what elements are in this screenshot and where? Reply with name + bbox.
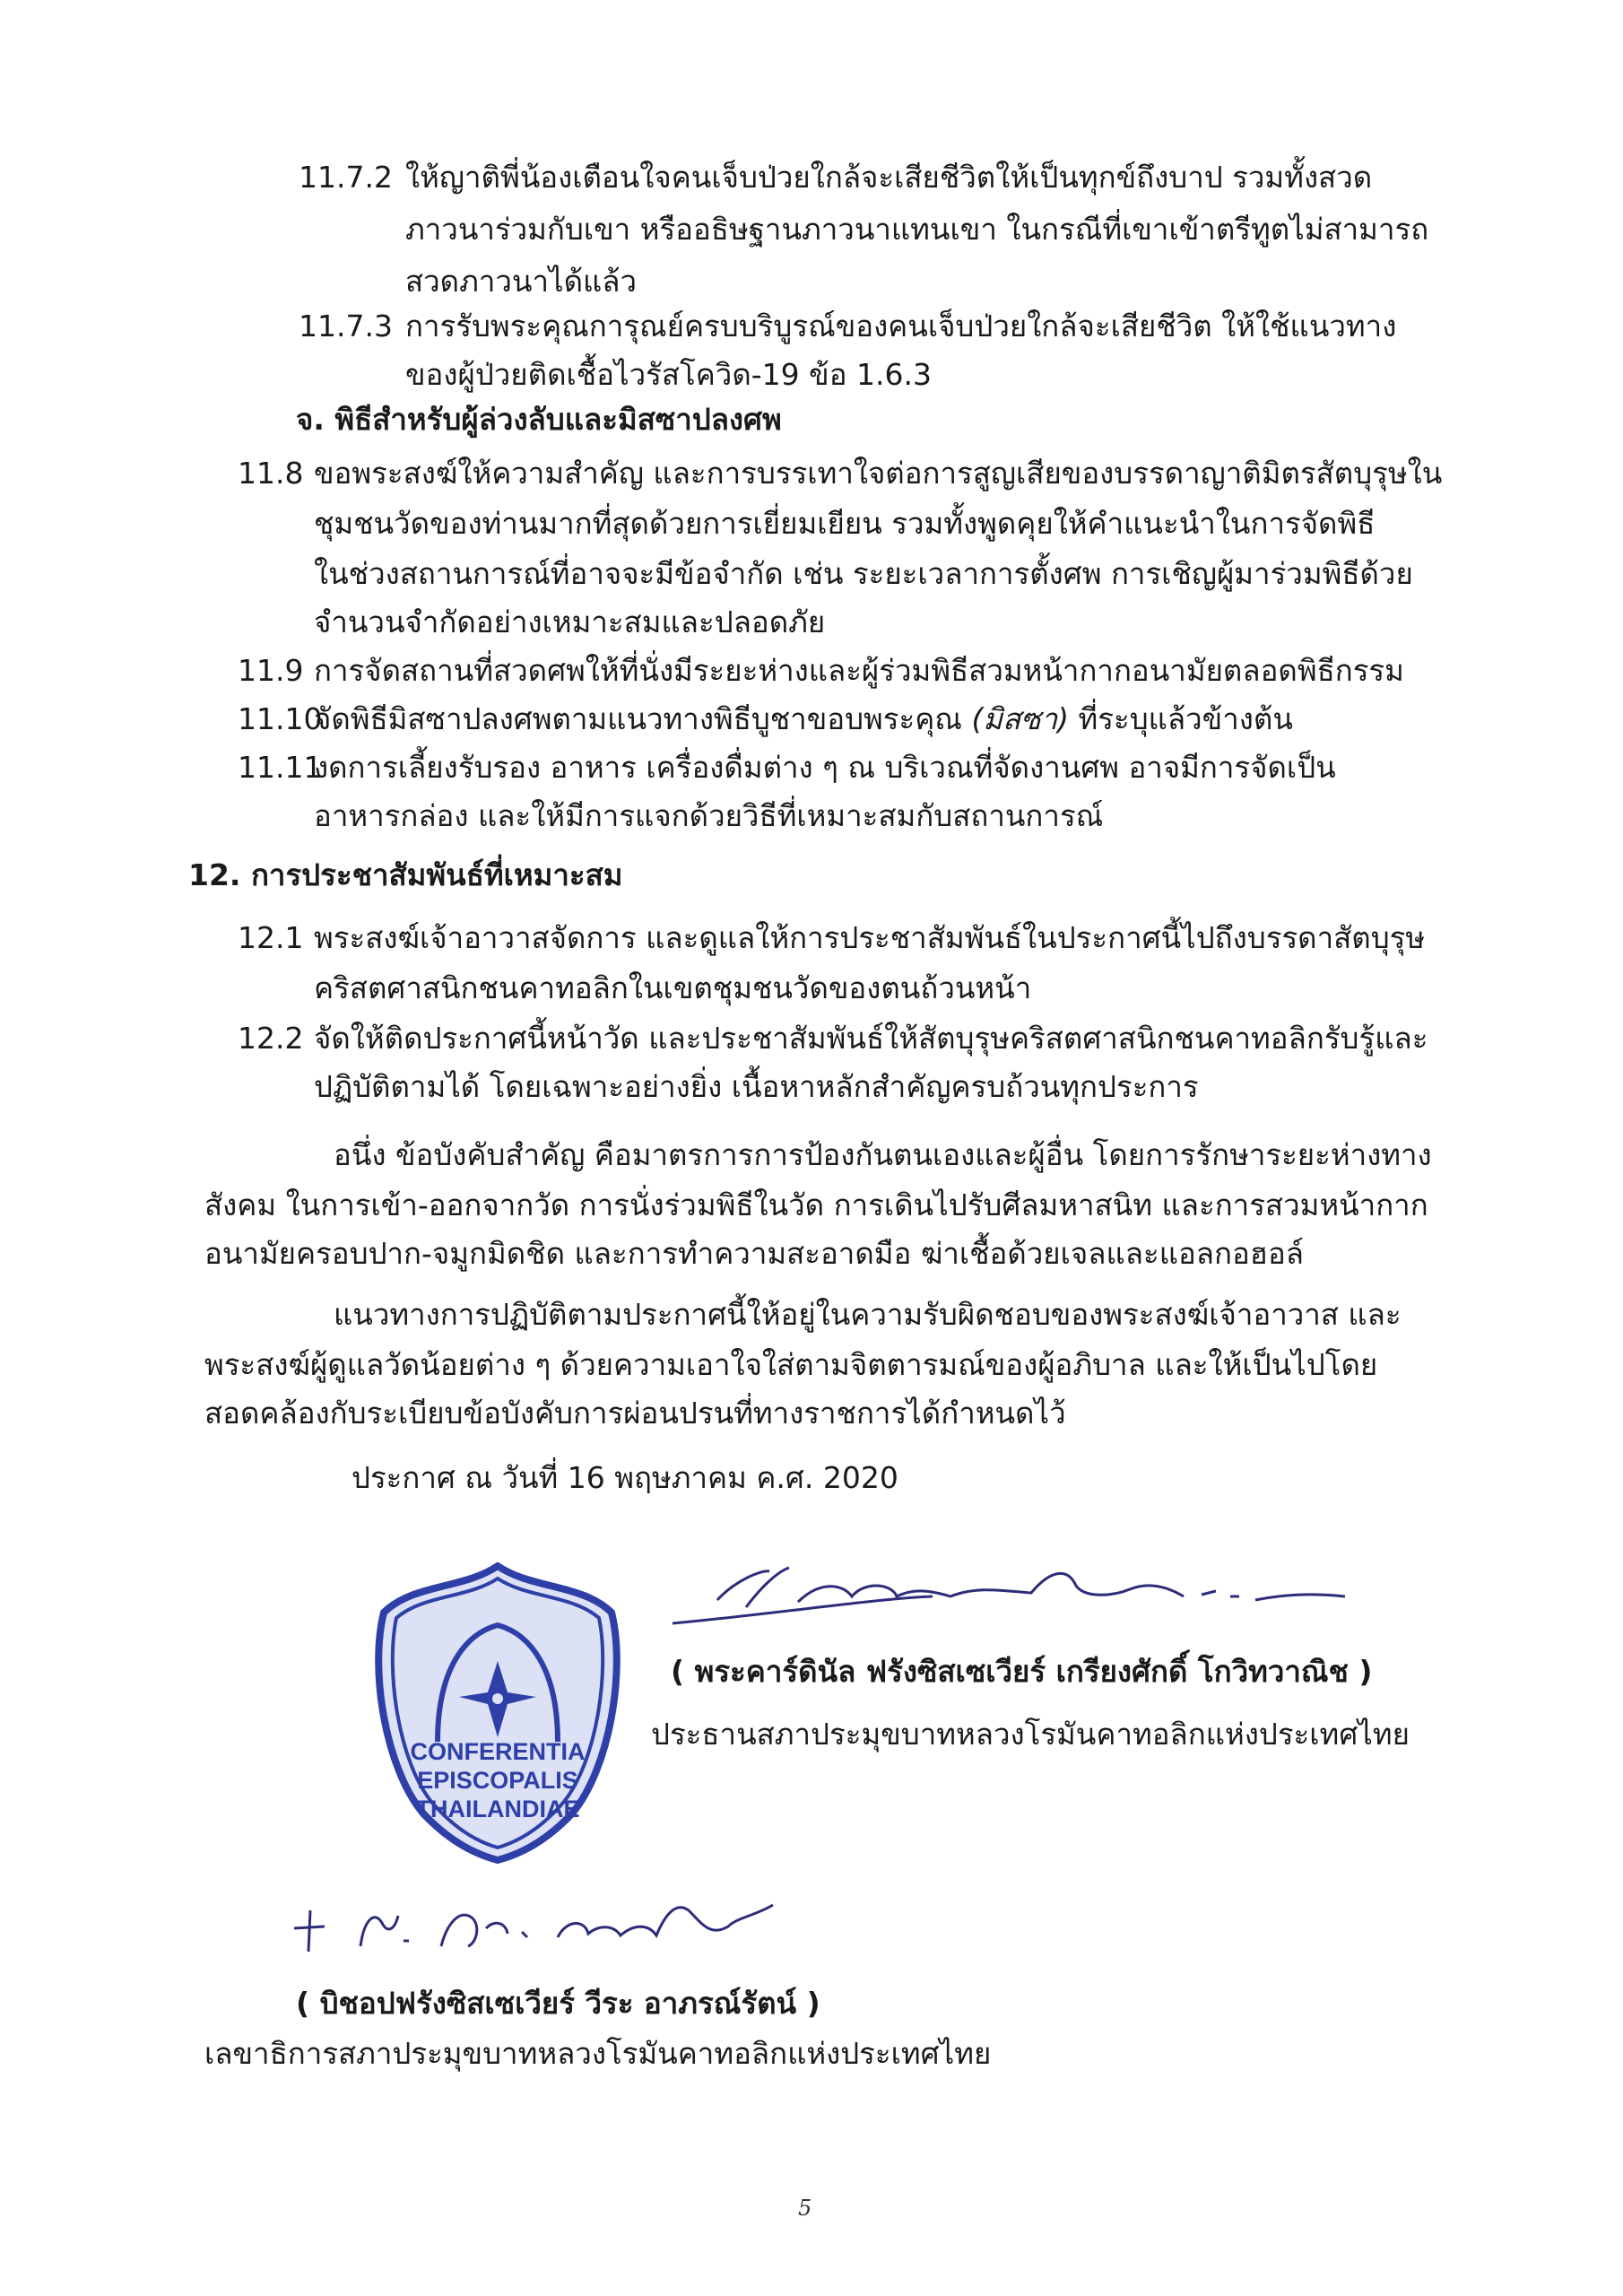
paragraph-line: พระสงฆ์ผู้ดูแลวัดน้อยต่าง ๆ ด้วยความเอาใจใส่ตามจิตตารมณ์ของผู้อภิบาล และให้เป็นไปโดย	[204, 1347, 1378, 1382]
signer-1-title: ประธานสภาประมุขบาทหลวงโรมันคาทอลิกแห่งประเทศไทย	[651, 1717, 1410, 1752]
item-text-line: ของผู้ป่วยติดเชื้อไวรัสโควิด-19 ข้อ 1.6.3	[405, 357, 932, 392]
seal-line-3: THAILANDIAE	[415, 1796, 580, 1822]
item-text-line: สวดภาวนาได้แล้ว	[405, 264, 638, 299]
item-text-line: จัดให้ติดประกาศนี้หน้าวัด และประชาสัมพันธ์ให้สัตบุรุษคริสตศาสนิกชนคาทอลิกรับรู้และ	[314, 1021, 1428, 1056]
item-number: 11.8	[238, 456, 304, 491]
item-number: 12.2	[238, 1021, 304, 1056]
conference-seal	[375, 1562, 621, 1864]
seal-graphic	[375, 1562, 621, 1864]
paragraph-line: อนึ่ง ข้อบังคับสำคัญ คือมาตรการการป้องกันตนเองและผู้อื่น โดยการรักษาระยะห่างทาง	[334, 1137, 1432, 1172]
item-text: ที่ระบุแล้วข้างต้น	[1078, 701, 1293, 736]
signature-1-stroke	[664, 1544, 1354, 1643]
item-text-line: ภาวนาร่วมกับเขา หรืออธิษฐานภาวนาแทนเขา ในกรณีที่เขาเข้าตรีทูตไม่สามารถ	[405, 212, 1429, 247]
signer-2-name: ( บิชอปฟรังซิสเซเวียร์ วีระ อาภรณ์รัตน์ )	[296, 1986, 820, 2021]
seal-line-1: CONFERENTIA	[410, 1738, 586, 1765]
signer-1-name: ( พระคาร์ดินัล ฟรังซิสเซเวียร์ เกรียงศักดิ์ โกวิทวาณิช )	[671, 1654, 1373, 1689]
announcement-date: ประกาศ ณ วันที่ 16 พฤษภาคม ค.ศ. 2020	[352, 1460, 898, 1495]
signature-2-stroke	[289, 1874, 791, 1973]
signature-1	[664, 1544, 1354, 1643]
item-text-line: อาหารกล่อง และให้มีการแจกด้วยวิธีที่เหมาะสมกับสถานการณ์	[314, 798, 1104, 833]
signature-2	[289, 1874, 791, 1973]
paragraph-line: แนวทางการปฏิบัติตามประกาศนี้ให้อยู่ในความรับผิดชอบของพระสงฆ์เจ้าอาวาส และ	[334, 1297, 1402, 1332]
item-number: 11.7.3	[299, 309, 393, 344]
paragraph-line: อนามัยครอบปาก-จมูกมิดชิด และการทำความสะอาดมือ ฆ่าเชื้อด้วยเจลและแอลกอฮอล์	[204, 1236, 1304, 1271]
paragraph-line: สังคม ในการเข้า-ออกจากวัด การนั่งร่วมพิธีในวัด การเดินไปรับศีลมหาสนิท และการสวมหน้ากาก	[204, 1187, 1428, 1222]
subsection-heading: จ. พิธีสำหรับผู้ล่วงลับและมิสซาปลงศพ	[296, 402, 782, 437]
item-text-line: งดการเลี้ยงรับรอง อาหาร เครื่องดื่มต่าง ๆ ณ บริเวณที่จัดงานศพ อาจมีการจัดเป็น	[314, 750, 1336, 785]
page-number: 5	[798, 2196, 812, 2221]
item-text-line: การรับพระคุณการุณย์ครบบริบูรณ์ของคนเจ็บป่วยใกล้จะเสียชีวิต ให้ใช้แนวทาง	[405, 309, 1397, 344]
item-number: 12.1	[238, 920, 304, 955]
item-text: จัดพิธีมิสซาปลงศพตามแนวทางพิธีบูชาขอบพระคุณ	[314, 701, 962, 736]
item-text-line: ปฏิบัติตามได้ โดยเฉพาะอย่างยิ่ง เนื้อหาหลักสำคัญครบถ้วนทุกประการ	[314, 1069, 1199, 1104]
item-number: 11.9	[238, 653, 304, 688]
item-text-italic: (มิสซา)	[971, 701, 1070, 736]
item-text-line: ชุมชนวัดของท่านมากที่สุดด้วยการเยี่ยมเยียน รวมทั้งพูดคุยให้คำแนะนำในการจัดพิธี	[314, 506, 1376, 541]
item-number: 11.11	[238, 750, 323, 785]
item-number: 11.10	[238, 701, 323, 736]
item-text-line: คริสตศาสนิกชนคาทอลิกในเขตชุมชนวัดของตนถ้วนหน้า	[314, 970, 1032, 1005]
section-heading: 12. การประชาสัมพันธ์ที่เหมาะสม	[188, 857, 623, 892]
signer-2-title: เลขาธิการสภาประมุขบาทหลวงโรมันคาทอลิกแห่งประเทศไทย	[204, 2036, 992, 2071]
item-text-line: การจัดสถานที่สวดศพให้ที่นั่งมีระยะห่างและผู้ร่วมพิธีสวมหน้ากากอนามัยตลอดพิธีกรรม	[314, 653, 1404, 688]
item-text-line	[314, 698, 1293, 741]
seal-line-2: EPISCOPALIS	[417, 1767, 578, 1794]
item-text-line: ในช่วงสถานการณ์ที่อาจจะมีข้อจำกัด เช่น ระยะเวลาการตั้งศพ การเชิญผู้มาร่วมพิธีด้วย	[314, 556, 1413, 591]
item-text-line: จำนวนจำกัดอย่างเหมาะสมและปลอดภัย	[314, 604, 826, 639]
item-text-line: พระสงฆ์เจ้าอาวาสจัดการ และดูแลให้การประชาสัมพันธ์ในประกาศนี้ไปถึงบรรดาสัตบุรุษ	[314, 920, 1426, 955]
item-text-line: ขอพระสงฆ์ให้ความสำคัญ และการบรรเทาใจต่อการสูญเสียของบรรดาญาติมิตรสัตบุรุษใน	[314, 456, 1443, 491]
paragraph-line: สอดคล้องกับระเบียบข้อบังคับการผ่อนปรนที่ทางราชการได้กำหนดไว้	[204, 1396, 1066, 1431]
item-number: 11.7.2	[299, 160, 393, 195]
item-text-line: ให้ญาติพี่น้องเตือนใจคนเจ็บป่วยใกล้จะเสียชีวิตให้เป็นทุกข์ถึงบาป รวมทั้งสวด	[405, 160, 1373, 195]
